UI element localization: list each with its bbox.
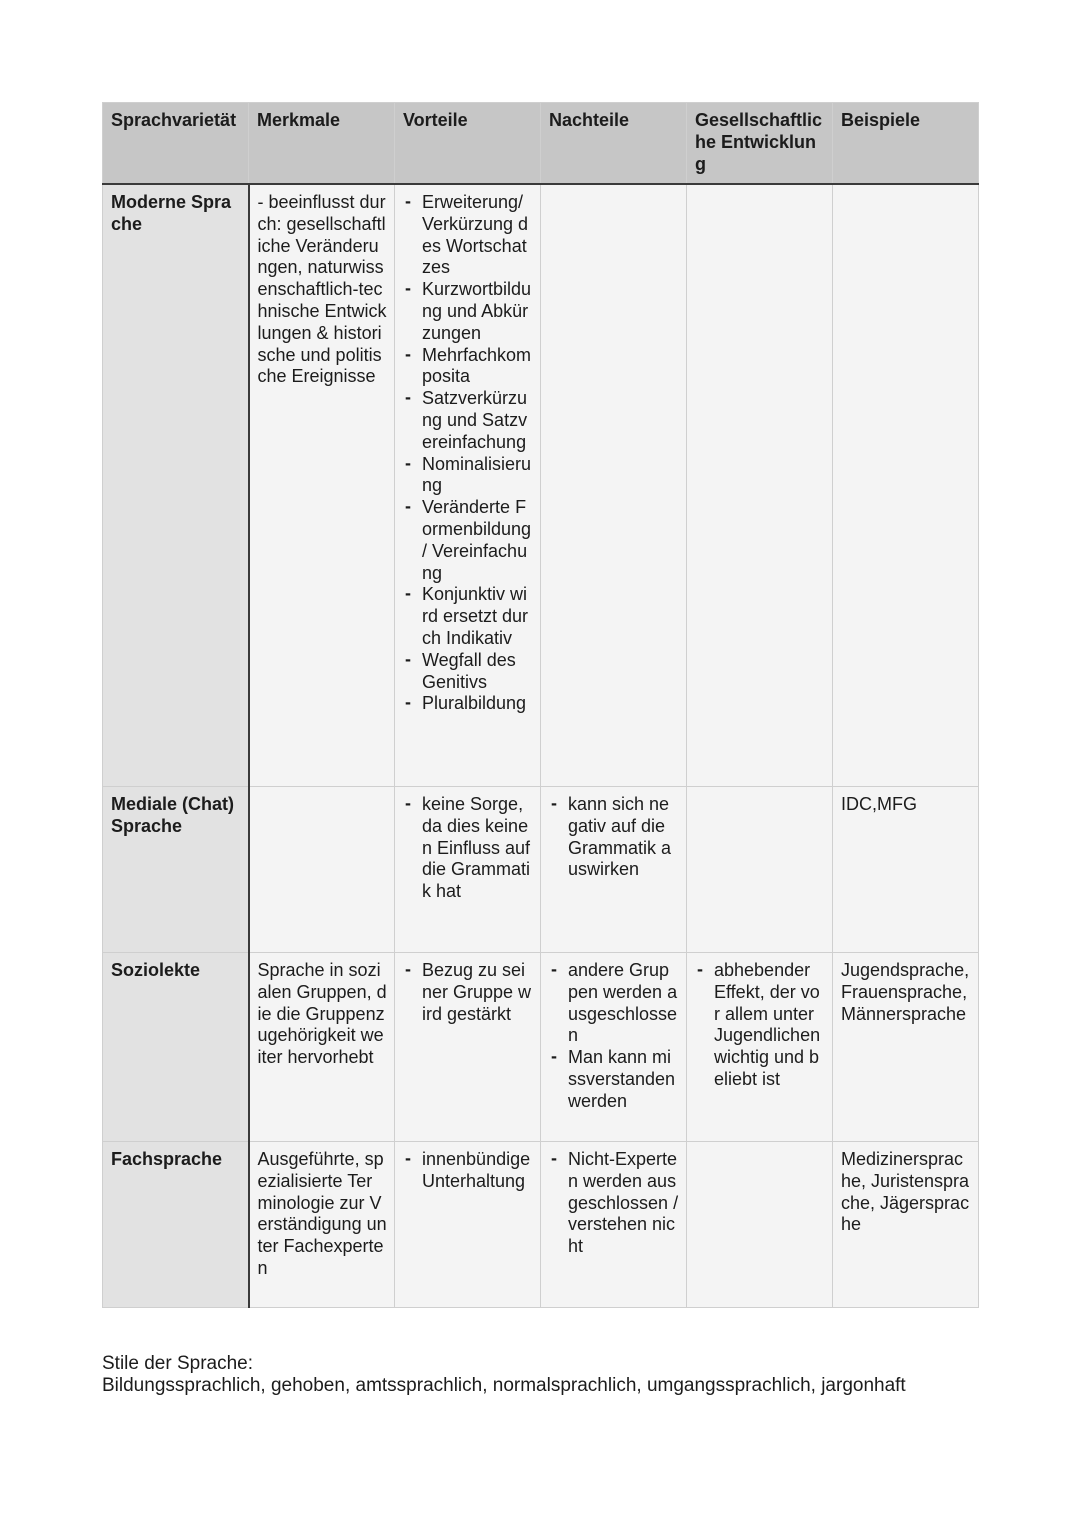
table-row xyxy=(103,787,979,953)
table-row xyxy=(103,953,979,1142)
list-item: - Nicht-Experten werden ausgeschlossen / verstehen nicht xyxy=(549,1149,679,1258)
list-item: - kann sich negativ auf die Grammatik auswirken xyxy=(549,794,679,881)
styles-list: Bildungssprachlich, gehoben, amtssprachlich, normalsprachlich, umgangssprachlich, jargonhaft xyxy=(102,1375,906,1396)
entwicklung-cell xyxy=(687,184,833,787)
beispiele-cell-text: IDC,MFG xyxy=(841,794,917,814)
beispiele-cell xyxy=(833,1142,979,1308)
row-label: Fachsprache xyxy=(103,1142,249,1308)
entwicklung-cell xyxy=(687,953,833,1142)
row-label: Mediale (Chat) Sprache xyxy=(103,787,249,953)
table-row xyxy=(103,1142,979,1308)
beispiele-cell-text: Medizinersprache, Juristensprache, Jägersprache xyxy=(841,1149,970,1235)
language-styles-section xyxy=(102,1353,1002,1397)
header-merkmale: Merkmale xyxy=(249,103,395,185)
vorteile-cell-list xyxy=(403,960,533,1025)
nachteile-cell-list xyxy=(549,794,679,881)
nachteile-cell xyxy=(541,953,687,1142)
row-label: Soziolekte xyxy=(103,953,249,1142)
list-item: - Veränderte Formenbildung / Vereinfachung xyxy=(403,497,533,584)
entwicklung-cell xyxy=(687,787,833,953)
list-item: - keine Sorge, da dies keinen Einfluss auf die Grammatik hat xyxy=(403,794,533,903)
nachteile-cell-list xyxy=(549,960,679,1113)
entwicklung-cell xyxy=(687,1142,833,1308)
header-nachteile: Nachteile xyxy=(541,103,687,185)
list-item: - Erweiterung/ Verkürzung des Wortschatzes xyxy=(403,192,533,279)
list-item: - innenbündige Unterhaltung xyxy=(403,1149,533,1193)
list-item: - abhebender Effekt, der vor allem unter Jugendlichen wichtig und beliebt ist xyxy=(695,960,825,1091)
list-item: - Wegfall des Genitivs xyxy=(403,650,533,694)
merkmale-cell-text: Ausgeführte, spezialisierte Terminologie zur Verständigung unter Fachexperten xyxy=(257,1149,387,1278)
nachteile-cell-list xyxy=(549,1149,679,1258)
vorteile-cell-list xyxy=(403,794,533,903)
merkmale-cell-text: Sprache in sozialen Gruppen, die die Gruppenzugehörigkeit weiter hervorhebt xyxy=(257,960,387,1068)
list-item: - Satzverkürzung und Satzvereinfachung xyxy=(403,388,533,453)
beispiele-cell-text: Jugendsprache, Frauensprache, Männersprache xyxy=(841,960,970,1024)
list-item: - Pluralbildung xyxy=(403,693,533,715)
language-varieties-table xyxy=(102,102,979,1308)
header-vorteile: Vorteile xyxy=(395,103,541,185)
row-label: Moderne Sprache xyxy=(103,184,249,787)
vorteile-cell xyxy=(395,787,541,953)
merkmale-cell xyxy=(249,184,395,787)
beispiele-cell xyxy=(833,787,979,953)
merkmale-cell xyxy=(249,787,395,953)
nachteile-cell xyxy=(541,1142,687,1308)
document-page xyxy=(102,102,978,1308)
merkmale-cell xyxy=(249,1142,395,1308)
list-item: - andere Gruppen werden ausgeschlossen xyxy=(549,960,679,1047)
merkmale-cell xyxy=(249,953,395,1142)
list-item: - Kurzwortbildung und Abkürzungen xyxy=(403,279,533,344)
list-item: - Bezug zu seiner Gruppe wird gestärkt xyxy=(403,960,533,1025)
table-header-row xyxy=(103,103,979,185)
header-beispiele: Beispiele xyxy=(833,103,979,185)
list-item: - Mehrfachkomposita xyxy=(403,345,533,389)
list-item: - Man kann missverstanden werden xyxy=(549,1047,679,1112)
vorteile-cell xyxy=(395,1142,541,1308)
vorteile-cell-list xyxy=(403,192,533,715)
entwicklung-cell-list xyxy=(695,960,825,1091)
merkmale-cell-text: - beeinflusst durch: gesellschaftliche Veränderungen, naturwissenschaftlich-technische Entwicklungen & historische und politische Ereignisse xyxy=(257,192,387,387)
styles-title: Stile der Sprache: xyxy=(102,1353,254,1374)
header-sprachvarietaet: Sprachvarietät xyxy=(103,103,249,185)
nachteile-cell xyxy=(541,184,687,787)
vorteile-cell xyxy=(395,184,541,787)
beispiele-cell xyxy=(833,184,979,787)
list-item: - Konjunktiv wird ersetzt durch Indikativ xyxy=(403,584,533,649)
list-item: - Nominalisierung xyxy=(403,454,533,498)
table-row xyxy=(103,184,979,787)
header-gesellschaftliche-entwicklung: Gesellschaftliche Entwicklung xyxy=(687,103,833,185)
nachteile-cell xyxy=(541,787,687,953)
vorteile-cell-list xyxy=(403,1149,533,1193)
beispiele-cell xyxy=(833,953,979,1142)
vorteile-cell xyxy=(395,953,541,1142)
